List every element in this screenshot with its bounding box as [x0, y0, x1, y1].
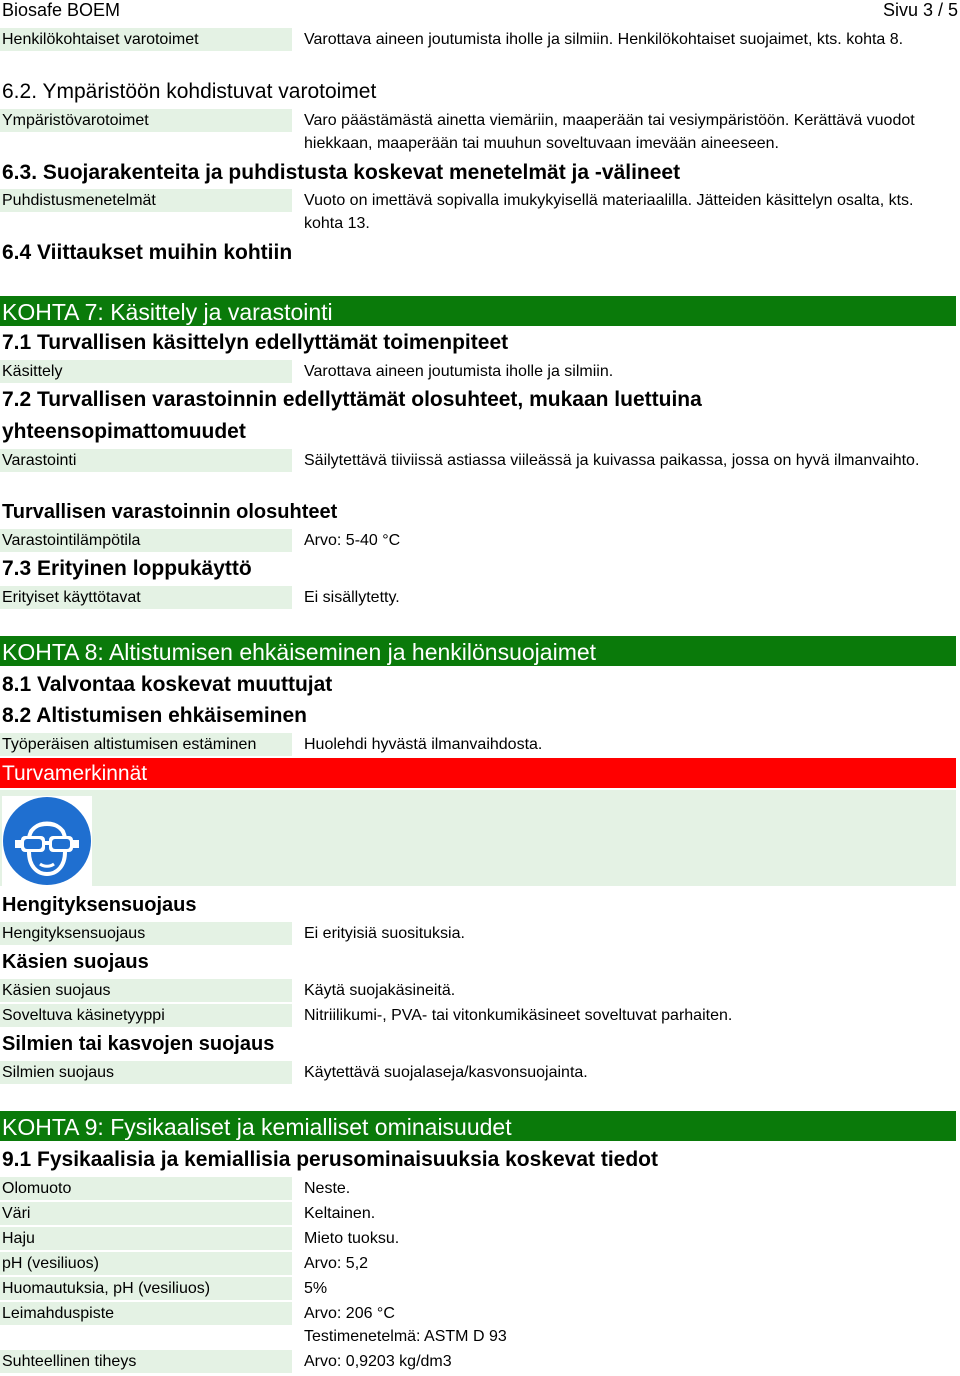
- subsection-6-3-title: 6.3. Suojarakenteita ja puhdistusta koskevat menetelmät ja -välineet: [2, 161, 681, 184]
- subsection-8-2-title: 8.2 Altistumisen ehkäiseminen: [2, 704, 308, 727]
- subsection-6-2-title: 6.2. Ympäristöön kohdistuvat varotoimet: [2, 80, 377, 103]
- row-label: Varastointilämpötila: [0, 529, 292, 552]
- hand-protection-title: Käsien suojaus: [2, 951, 149, 973]
- section-9-heading: KOHTA 9: Fysikaaliset ja kemialliset ominaisuudet: [0, 1111, 956, 1141]
- page-number: Sivu 3 / 5: [882, 0, 958, 20]
- respiratory-protection-title: Hengityksensuojaus: [2, 894, 197, 916]
- row-label: Varastointi: [0, 449, 292, 472]
- subsection-9-1-title: 9.1 Fysikaalisia ja kemiallisia perusominaisuuksia koskevat tiedot: [2, 1148, 658, 1171]
- row-label: Silmien suojaus: [0, 1061, 292, 1084]
- row-value-line: Arvo: 206 °C: [304, 1305, 395, 1322]
- row-label: Hengityksensuojaus: [0, 922, 292, 945]
- row-label: Puhdistusmenetelmät: [0, 189, 292, 212]
- product-name: Biosafe BOEM: [2, 0, 121, 20]
- row-value-line: Testimenetelmä: ASTM D 93: [304, 1328, 507, 1345]
- row-label: Käsien suojaus: [0, 979, 292, 1002]
- row-label: Olomuoto: [0, 1177, 292, 1200]
- row-label: Haju: [0, 1227, 292, 1250]
- page-header: [0, 0, 960, 22]
- row-label: Henkilökohtaiset varotoimet: [0, 28, 292, 51]
- row-label: Erityiset käyttötavat: [0, 586, 292, 609]
- row-value: Neste.: [304, 1180, 351, 1197]
- row-value: Käytä suojakäsineitä.: [304, 982, 456, 999]
- row-value: Nitriilikumi-, PVA- tai vitonkumikäsineet soveltuvat parhaiten.: [304, 1007, 733, 1024]
- subsection-7-1-title: 7.1 Turvallisen käsittelyn edellyttämät toimenpiteet: [2, 331, 509, 354]
- row-label: Soveltuva käsinetyyppi: [0, 1004, 292, 1027]
- safety-sign-container: [2, 796, 92, 886]
- safety-marks-heading: Turvamerkinnät: [0, 758, 956, 788]
- row-value: Säilytettävä tiiviissä astiassa viileässä ja kuivassa paikassa, jossa on hyvä ilmanvaihto.: [304, 452, 920, 469]
- subsection-7-2-title-line1: 7.2 Turvallisen varastoinnin edellyttämät olosuhteet, mukaan luettuina: [2, 388, 702, 411]
- row-label: Leimahduspiste: [0, 1302, 292, 1325]
- row-label: Huomautuksia, pH (vesiliuos): [0, 1277, 292, 1300]
- eye-protection-mandatory-icon: [2, 796, 92, 886]
- row-value: Huolehdi hyvästä ilmanvaihdosta.: [304, 736, 543, 753]
- subsection-6-4-title: 6.4 Viittaukset muihin kohtiin: [2, 241, 293, 264]
- row-value: Varo päästämästä ainetta viemäriin, maaperään tai vesiympäristöön. Kerättävä vuodot hiekkaan, maaperään tai muuhun soveltuvaan imevään aineeseen.: [304, 112, 915, 152]
- section-7-heading: KOHTA 7: Käsittely ja varastointi: [0, 296, 956, 326]
- row-label: Väri: [0, 1202, 292, 1225]
- row-value: Arvo: 5-40 °C: [304, 532, 401, 549]
- row-value: Ei erityisiä suosituksia.: [304, 925, 465, 942]
- row-value: Käytettävä suojalaseja/kasvonsuojainta.: [304, 1064, 588, 1081]
- row-label: Käsittely: [0, 360, 292, 383]
- storage-conditions-title: Turvallisen varastoinnin olosuhteet: [2, 501, 338, 523]
- subsection-7-3-title: 7.3 Erityinen loppukäyttö: [2, 557, 252, 580]
- row-value: Arvo: 0,9203 kg/dm3: [304, 1353, 452, 1370]
- eye-protection-title: Silmien tai kasvojen suojaus: [2, 1033, 275, 1055]
- row-value: Varottava aineen joutumista iholle ja silmiin.: [304, 363, 614, 380]
- subsection-8-1-title: 8.1 Valvontaa koskevat muuttujat: [2, 673, 333, 696]
- safety-marks-panel: [0, 790, 956, 886]
- row-value: Arvo: 5,2: [304, 1255, 369, 1272]
- row-label: Ympäristövarotoimet: [0, 109, 292, 132]
- row-value: Keltainen.: [304, 1205, 376, 1222]
- row-value: Varottava aineen joutumista iholle ja silmiin. Henkilökohtaiset suojaimet, kts. kohta 8.: [304, 31, 904, 48]
- row-label: Työperäisen altistumisen estäminen: [0, 733, 292, 756]
- row-value: Ei sisällytetty.: [304, 589, 400, 606]
- section-8-heading: KOHTA 8: Altistumisen ehkäiseminen ja henkilönsuojaimet: [0, 636, 956, 666]
- row-value: 5%: [304, 1280, 328, 1297]
- row-label: pH (vesiliuos): [0, 1252, 292, 1275]
- row-value: Mieto tuoksu.: [304, 1230, 400, 1247]
- row-value: [304, 1302, 944, 1348]
- row-value: Vuoto on imettävä sopivalla imukykyisellä materiaalilla. Jätteiden käsittelyn osalta, kts. kohta 13.: [304, 192, 914, 232]
- row-label: Suhteellinen tiheys: [0, 1350, 292, 1373]
- subsection-7-2-title-line2: yhteensopimattomuudet: [2, 420, 246, 443]
